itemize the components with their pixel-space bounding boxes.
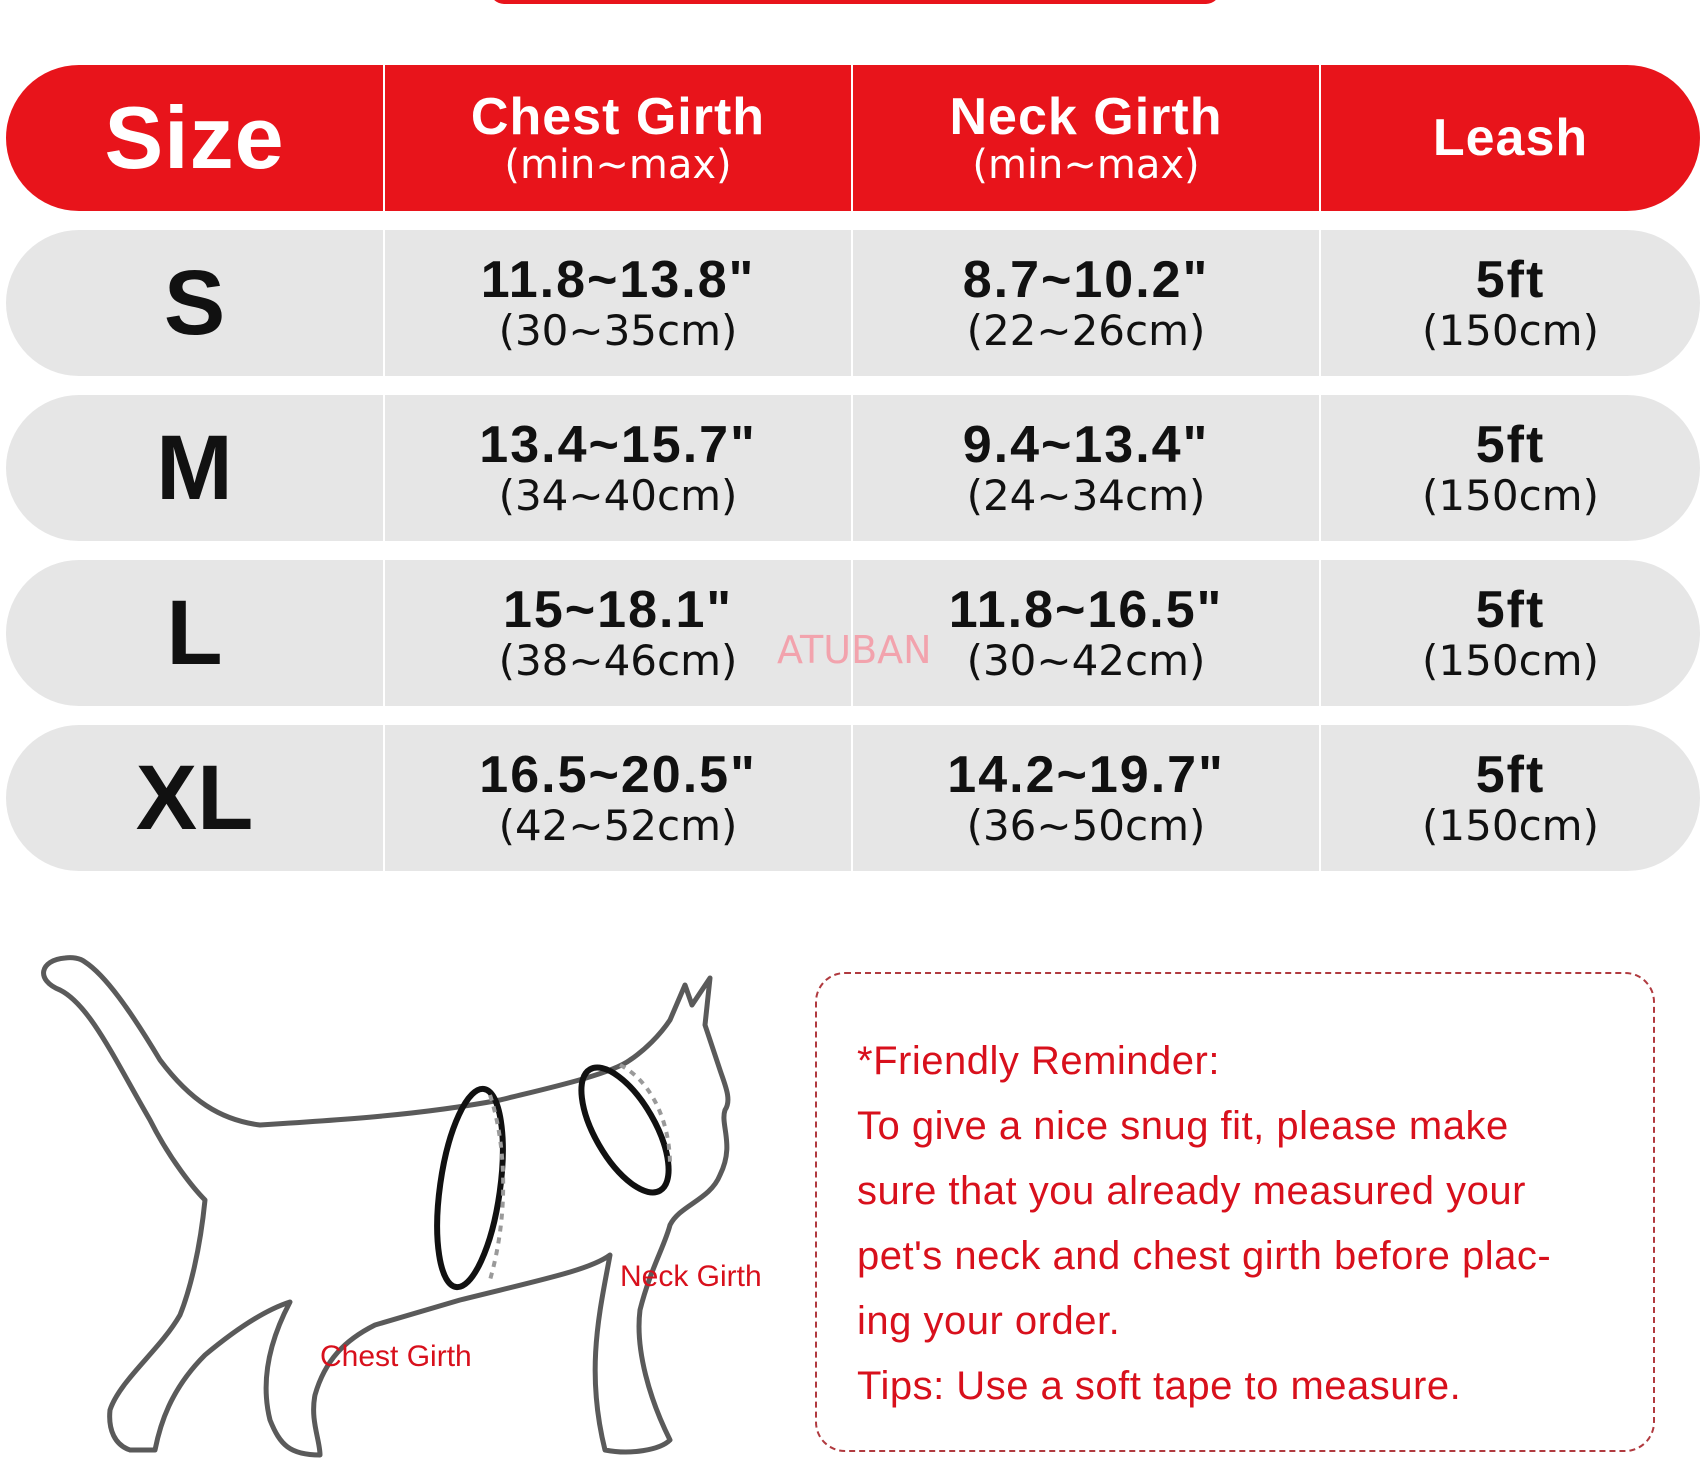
chest-cm: (34~40cm)	[498, 471, 738, 520]
chest-cell	[383, 395, 851, 541]
friendly-reminder-box	[815, 972, 1655, 1452]
table-row	[6, 230, 1700, 376]
header-neck-cell	[851, 65, 1319, 211]
header-leash-cell	[1319, 65, 1700, 211]
table-row	[6, 725, 1700, 871]
neck-cm: (36~50cm)	[966, 801, 1206, 850]
leash-feet: 5ft	[1475, 416, 1546, 474]
leash-cell	[1319, 230, 1700, 376]
reminder-line: To give a nice snug fit, please make	[857, 1104, 1509, 1148]
size-cell	[6, 560, 383, 706]
reminder-tip: Tips: Use a soft tape to measure.	[857, 1364, 1462, 1408]
reminder-line: sure that you already measured your	[857, 1169, 1526, 1213]
neck-cm: (30~42cm)	[966, 636, 1206, 685]
header-size-cell	[6, 65, 383, 211]
cat-measurement-figure	[20, 950, 780, 1461]
header-chest-label: Chest Girth	[470, 88, 766, 146]
neck-inches: 11.8~16.5"	[948, 581, 1224, 639]
table-row	[6, 395, 1700, 541]
leash-cm: (150cm)	[1422, 306, 1599, 355]
size-value: XL	[135, 747, 254, 849]
chest-girth-label: Chest Girth	[320, 1340, 472, 1373]
cat-outline-icon	[20, 950, 780, 1461]
chest-inches: 15~18.1"	[502, 581, 734, 639]
neck-inches: 9.4~13.4"	[962, 416, 1210, 474]
leash-cell	[1319, 725, 1700, 871]
neck-cell	[851, 725, 1319, 871]
leash-feet: 5ft	[1475, 251, 1546, 309]
leash-feet: 5ft	[1475, 746, 1546, 804]
header-neck-sublabel: (min~max)	[972, 142, 1200, 188]
neck-cell	[851, 395, 1319, 541]
chest-cm: (30~35cm)	[498, 306, 738, 355]
size-cell	[6, 725, 383, 871]
leash-feet: 5ft	[1475, 581, 1546, 639]
reminder-title: *Friendly Reminder:	[857, 1039, 1220, 1083]
chest-cm: (42~52cm)	[498, 801, 738, 850]
chest-cm: (38~46cm)	[498, 636, 738, 685]
neck-cm: (24~34cm)	[966, 471, 1206, 520]
header-size-label: Size	[104, 88, 285, 187]
leash-cm: (150cm)	[1422, 801, 1599, 850]
header-neck-label: Neck Girth	[949, 88, 1223, 146]
leash-cm: (150cm)	[1422, 636, 1599, 685]
reminder-line: ing your order.	[857, 1299, 1121, 1343]
chest-cell	[383, 230, 851, 376]
size-value: L	[166, 582, 223, 684]
chest-inches: 13.4~15.7"	[479, 416, 757, 474]
top-banner-edge	[490, 0, 1220, 4]
size-value: S	[163, 252, 226, 354]
chest-cell	[383, 725, 851, 871]
table-header-row	[6, 65, 1700, 211]
neck-inches: 14.2~19.7"	[947, 746, 1225, 804]
size-cell	[6, 395, 383, 541]
leash-cell	[1319, 395, 1700, 541]
reminder-text	[857, 1029, 1647, 1419]
chest-inches: 11.8~13.8"	[480, 251, 756, 309]
chest-inches: 16.5~20.5"	[479, 746, 757, 804]
leash-cell	[1319, 560, 1700, 706]
leash-cm: (150cm)	[1422, 471, 1599, 520]
neck-girth-label: Neck Girth	[620, 1260, 762, 1293]
neck-cell	[851, 230, 1319, 376]
neck-cm: (22~26cm)	[966, 306, 1206, 355]
size-cell	[6, 230, 383, 376]
watermark-text: ATUBAN	[777, 628, 932, 672]
reminder-line: pet's neck and chest girth before plac-	[857, 1234, 1552, 1278]
header-leash-label: Leash	[1432, 109, 1589, 167]
header-chest-sublabel: (min~max)	[504, 142, 732, 188]
header-chest-cell	[383, 65, 851, 211]
neck-inches: 8.7~10.2"	[962, 251, 1210, 309]
size-value: M	[156, 417, 233, 519]
